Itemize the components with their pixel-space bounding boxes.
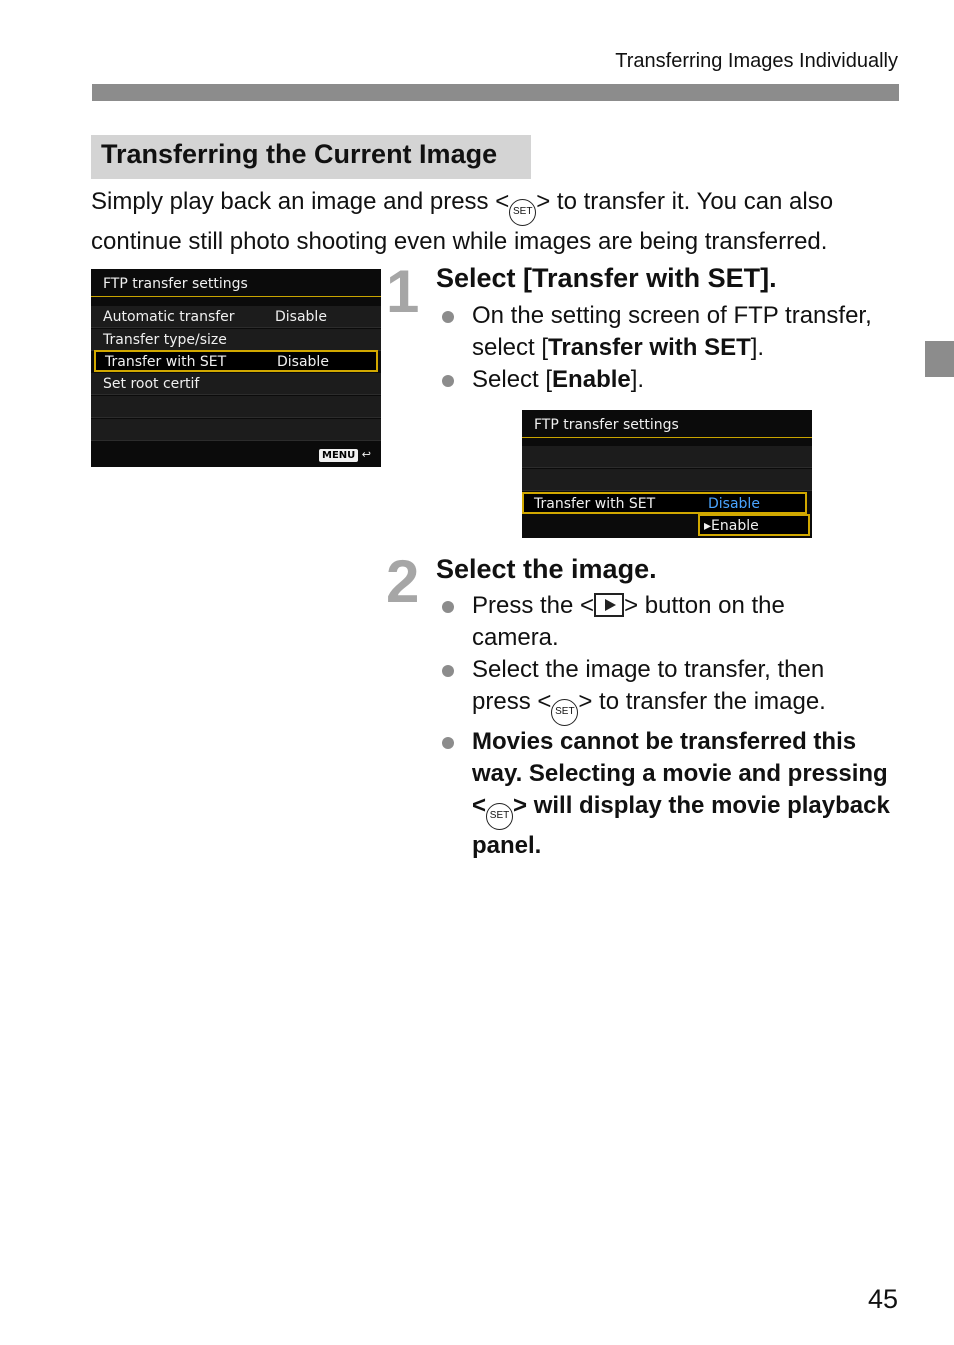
menu-row-empty [91, 396, 381, 418]
list-item: Select [Enable]. [436, 364, 906, 396]
camera-screen-transfer-with-set [522, 410, 812, 538]
menu-row-transfer-type-size: Transfer type/size [91, 329, 381, 351]
selection-marker-icon: ▸ [704, 518, 712, 534]
menu-row-transfer-with-set: Transfer with SET Disable [94, 350, 378, 372]
dropdown-option-enable: ▸Enable [698, 514, 810, 536]
step-title-2: Select the image. [436, 554, 657, 584]
camera-screen-ftp-settings [91, 269, 381, 467]
step-title-1: Select [Transfer with SET]. [436, 263, 777, 293]
screen-title: FTP transfer settings [91, 269, 381, 297]
step-number-2: 2 [386, 548, 420, 615]
intro-paragraph: Simply play back an image and press < SET > to transfer it. You can also continue still photo shooting even while images are being transferred. [91, 188, 834, 255]
section-heading: Transferring the Current Image [91, 135, 531, 179]
running-head: Transferring Images Individually [615, 50, 898, 72]
set-button-icon: SET [509, 199, 536, 226]
list-item: Select the image to transfer, then press < SET > to transfer the image. [436, 654, 896, 726]
list-item: Press the < > button on the camera. [436, 590, 896, 654]
set-button-icon: SET [551, 699, 578, 726]
screen-footer [319, 448, 371, 462]
menu-row-automatic-transfer: Automatic transfer Disable [91, 306, 381, 328]
step-number-1: 1 [386, 258, 420, 325]
header-rule [92, 84, 899, 101]
list-item: On the setting screen of FTP transfer, select [Transfer with SET]. [436, 300, 906, 364]
step1-bullets [436, 300, 906, 396]
page-number: 45 [867, 1284, 898, 1314]
list-item: Movies cannot be transferred this way. Selecting a movie and pressing < SET > will display the movie playback panel. [436, 726, 896, 862]
step2-bullets [436, 590, 896, 862]
chapter-tab [925, 341, 954, 377]
menu-row-empty [91, 419, 381, 441]
menu-row-set-root-certif: Set root certif [91, 373, 381, 395]
menu-row-empty [522, 446, 812, 468]
playback-button-icon [594, 593, 624, 617]
set-button-icon: SET [486, 803, 513, 830]
menu-row-empty [522, 469, 812, 491]
menu-row-transfer-with-set: Transfer with SET Disable [522, 492, 807, 514]
menu-button-icon: MENU [319, 449, 358, 462]
current-value: Disable [708, 496, 760, 512]
return-icon: ↩ [361, 448, 371, 461]
screen-title: FTP transfer settings [522, 410, 812, 438]
